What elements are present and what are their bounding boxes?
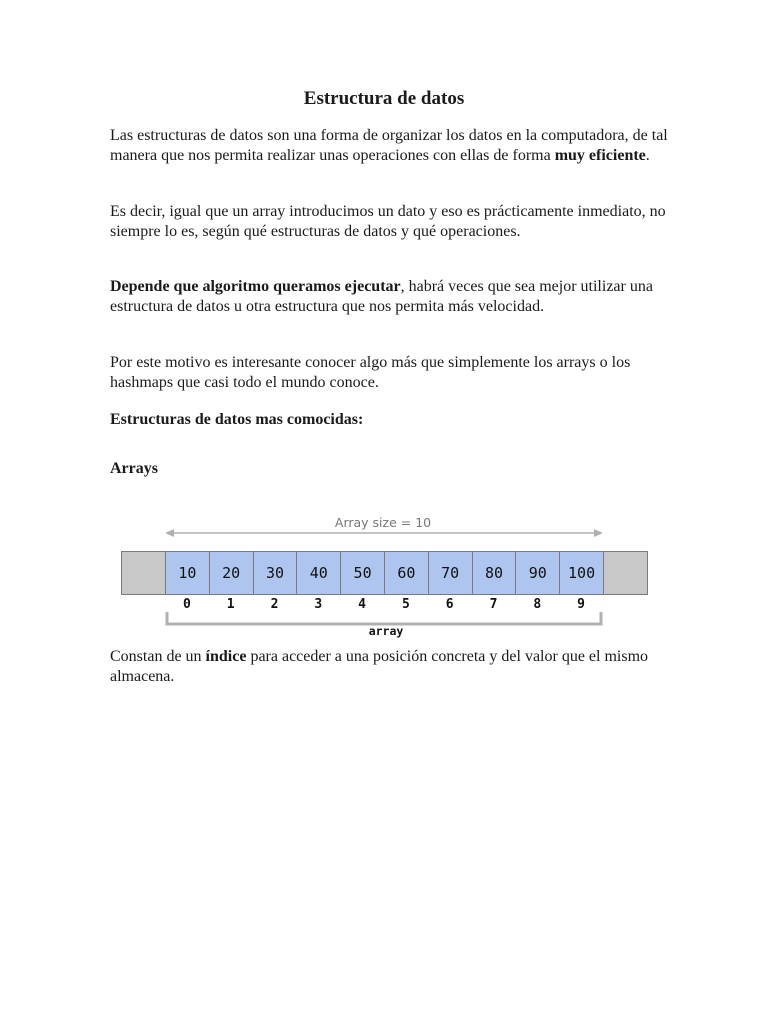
array-cell-6: 70 bbox=[429, 552, 473, 594]
array-index-4: 4 bbox=[358, 597, 366, 612]
array-index-8: 8 bbox=[533, 597, 542, 612]
paragraph-example: Es decir, igual que un array introducimos un dato y eso es prácticamente inmediato, no siempre lo es, según qué estructuras de datos y qué operaciones. bbox=[110, 203, 666, 240]
index-text-start: Constan de un bbox=[110, 648, 206, 665]
intro-end: . bbox=[645, 146, 650, 164]
section-heading-arrays: Arrays bbox=[110, 460, 158, 477]
size-arrow-right-head bbox=[594, 529, 603, 537]
array-index-1: 1 bbox=[226, 597, 235, 612]
array-cell-3: 40 bbox=[297, 552, 341, 594]
array-indices bbox=[165, 597, 603, 615]
index-text-end: para acceder a una posición concreta y del valor que el mismo almacena. bbox=[110, 648, 649, 685]
array-cell-5: 60 bbox=[385, 552, 429, 594]
array-cell-4: 50 bbox=[341, 552, 385, 594]
algorithm-text: , habrá veces que sea mejor utilizar una estructura de datos u otra estructura que nos permita más velocidad. bbox=[110, 278, 653, 315]
array-size-label: Array size = 10 bbox=[334, 515, 432, 530]
algorithm-bold: Depende que algoritmo queramos ejecutar bbox=[110, 278, 401, 295]
array-cell-0: 10 bbox=[166, 552, 210, 594]
array-cell-7: 80 bbox=[473, 552, 517, 594]
intro-text: Las estructuras de datos son una forma de organizar los datos en la computadora, de tal manera que nos permita realizar unas operaciones con ellas de forma bbox=[110, 127, 668, 164]
page-title: Estructura de datos bbox=[303, 88, 465, 109]
array-index-7: 7 bbox=[489, 597, 498, 612]
array-index-9: 9 bbox=[577, 597, 585, 612]
array-index-6: 6 bbox=[445, 597, 454, 612]
intro-bold: muy eficiente bbox=[554, 146, 646, 164]
array-pad-right bbox=[604, 552, 648, 594]
paragraph-motive: Por este motivo es interesante conocer algo más que simplemente los arrays o los hashmaps que casi todo el mundo conoce. bbox=[110, 354, 631, 391]
index-bold: índice bbox=[205, 648, 247, 665]
section-heading-structures: Estructuras de datos mas comocidas: bbox=[110, 411, 364, 428]
array-index-2: 2 bbox=[270, 597, 279, 612]
array-index-0: 0 bbox=[182, 597, 191, 612]
array-pad-left bbox=[122, 552, 166, 594]
array-index-5: 5 bbox=[401, 597, 410, 612]
array-cell-1: 20 bbox=[210, 552, 254, 594]
array-cell-8: 90 bbox=[516, 552, 560, 594]
array-cell-9: 100 bbox=[560, 552, 604, 594]
array-index-3: 3 bbox=[314, 597, 323, 612]
array-cell-2: 30 bbox=[254, 552, 298, 594]
array-cells bbox=[121, 551, 648, 595]
array-name-label: array bbox=[368, 624, 404, 638]
size-arrow-left-head bbox=[165, 529, 174, 537]
paragraph-index bbox=[110, 647, 670, 686]
